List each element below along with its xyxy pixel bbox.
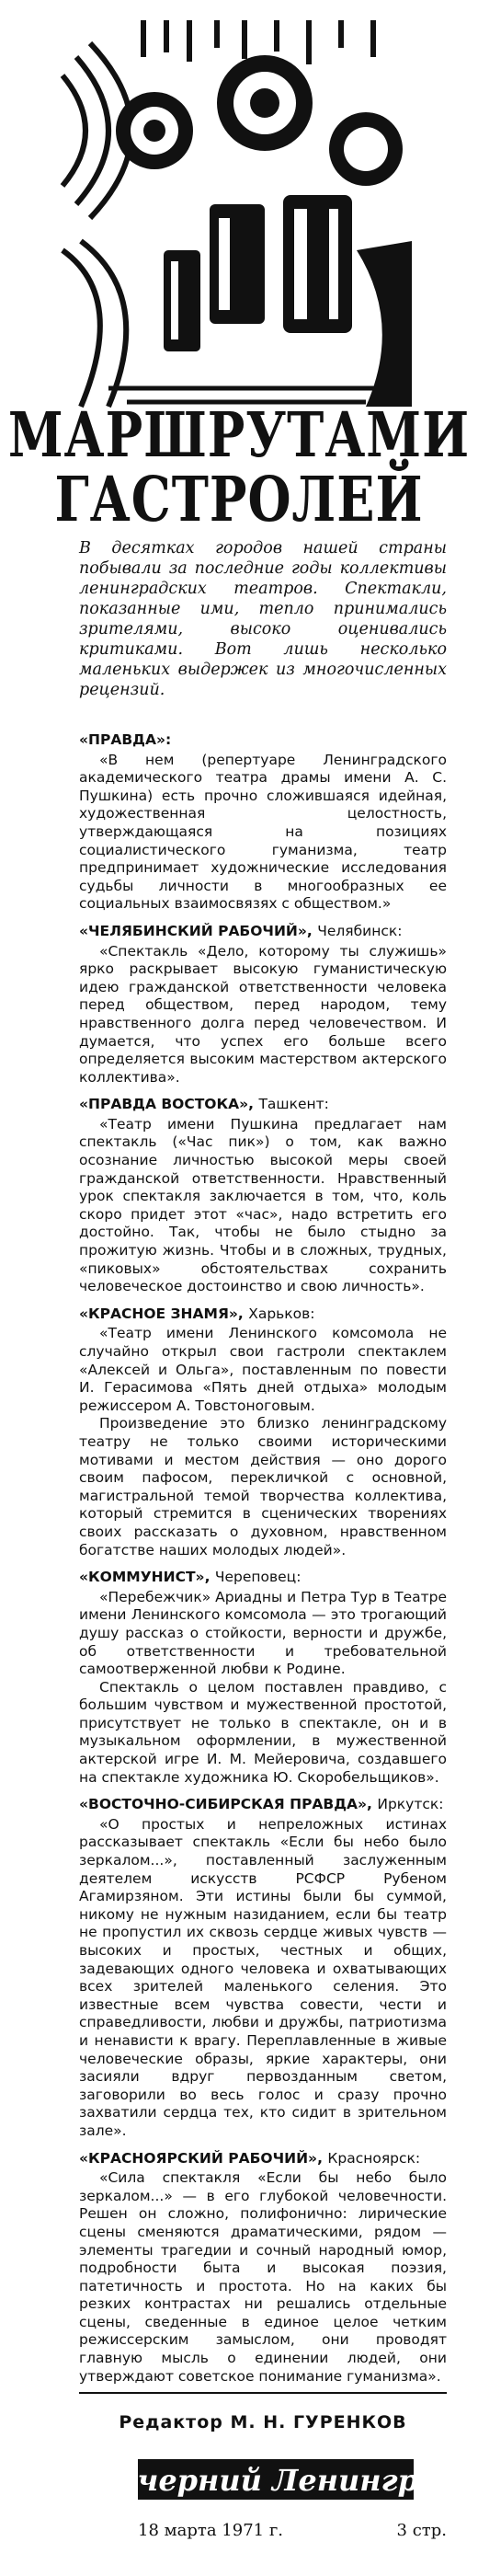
review-source: «ПРАВДА»: <box>79 731 172 748</box>
review-quote: «Театр имени Ленинского комсомола не случайно открыл свои гастроли спектаклем «Алексей и Ольга», поставленным по повести И. Герасимова «Пять дней отдыха» молодым режиссером А. Товстоноговым. <box>79 1325 447 1414</box>
review-vostochno-sibirskaya-pravda <box>79 1796 447 2140</box>
review-city: Череповец: <box>214 1569 302 1586</box>
review-quote: Спектакль о целом поставлен правдиво, с большим чувством и мужественной простотой, присутствует не только в спектакле, он и в музыкальном оформлении, в мужественной актерской игре И. М. Мейеровича, создавшего на спектакле художника Ю. Скоробельщиков». <box>79 1678 447 1786</box>
review-krasnoyarsky-rabochy <box>79 2150 447 2386</box>
footer-divider <box>79 2392 447 2394</box>
headline-line-1: МАРШРУТАМИ <box>7 397 471 471</box>
reviews-list <box>79 722 447 2386</box>
newspaper-masthead-logo <box>94 2452 458 2507</box>
masthead-text: Вечерний Ленинград <box>94 2463 458 2498</box>
intro-paragraph: В десятках городов нашей страны побывали за последние годы коллективы ленинградских театров. Спектакли, показанные ими, тепло принимались зрителями, высоко оценивались критиками. Вот лишь несколько маленьких выдержек из многочисленных рецензий. <box>79 539 447 699</box>
review-krasnoe-znamya <box>79 1305 447 1559</box>
review-chelyabinsky-rabochy <box>79 923 447 1087</box>
review-source: «КРАСНОЯРСКИЙ РАБОЧИЙ», <box>79 2149 323 2167</box>
theatre-illustration <box>53 20 412 416</box>
review-city: Челябинск: <box>317 922 403 939</box>
review-quote: «Сила спектакля «Если бы небо было зеркалом...» — в его глубокой человечности. Решен он сложно, полифонично: лирические сцены сменяются драматическими, рядом — элементы трагедии и сочный народный юмор, подробности быта и высокая поэзия, патетичность и простота. Но на каких бы резких контрастах ни решались отдельные сцены, сведенные в единое целое четким режиссерским замыслом, они проводят главную мысль о единении людей, они утверждают советское понимание гуманизма». <box>79 2169 447 2385</box>
review-quote: «Театр имени Пушкина предлагает нам спектакль («Час пик») о том, как важно осознание личностью высокой меры своей гражданской ответственности. Нравственный урок спектакля заключается в том, что, коль скоро придет этот «час», надо встретить его достойно. Так, чтобы не было стыдно за прожитую жизнь. Чтобы и в сложных, трудных, «пиковых» обстоятельствах сохранить человеческое достоинство и свою личность». <box>79 1115 447 1295</box>
editor-credit: Редактор М. Н. ГУРЕНКОВ <box>119 2412 407 2432</box>
review-quote: «В нем (репертуаре Ленинградского академического театра драмы имени А. С. Пушкина) есть прочно сложившаяся идейная, художественная целостность, утверждающаяся на позициях социалистического гуманизма, театр предпринимает художнические исследования судьбы личности в многообразных ее социальных взаимосвязях с обществом.» <box>79 751 447 913</box>
review-quote: «Спектакль «Дело, которому ты служишь» ярко раскрывает высокую гуманистическую идею гражданской ответственности человека перед обществом, перед народом, тему нравственного долга перед человечеством. И думается, что успех его больше всего определяется высоким мастерством актерского коллектива». <box>79 942 447 1086</box>
review-quote: «О простых и непреложных истинах рассказывает спектакль «Если бы небо было зеркалом...», поставленный заслуженным деятелем искусств РСФСР Рубеном Агамирзяном. Эти истины были бы суммой, никому не нужным назиданием, если бы театр не пропустил их сквозь сердце живых чувств — высоких и простых, честных и общих, задевающих одного человека и охватывающих всех зрителей маленького селения. Это известные всем чувства совести, чести и справедливости, любви и дружбы, патриотизма и ненависти к врагу. Переплавленные в живые человеческие образы, яркие характеры, они засияли вдруг первозданным светом, заговорили во весь голос и сразу прочно захватили сердца тех, кто сидит в зрительном зале». <box>79 1815 447 2139</box>
headline-line-2: ГАСТРОЛЕЙ <box>54 462 424 535</box>
review-city: Красноярск: <box>327 2149 421 2167</box>
review-source: «ЧЕЛЯБИНСКИЙ РАБОЧИЙ», <box>79 922 313 939</box>
review-city: Ташкент: <box>258 1096 329 1113</box>
review-city: Харьков: <box>248 1305 315 1322</box>
dateline <box>138 2521 447 2540</box>
review-source: «ПРАВДА ВОСТОКА», <box>79 1096 255 1113</box>
page-number: 3 стр. <box>396 2521 447 2540</box>
review-quote: Произведение это близко ленинградскому театру не только своими историческими мотивами и местом действия — оно дорого своим пафосом, перекличкой с основной, магистральной темой творчества коллектива, который стремится в сценических творениях своих рассказать о духовном, нравственном богатстве наших молодых людей». <box>79 1415 447 1558</box>
review-source: «КРАСНОЕ ЗНАМЯ», <box>79 1305 244 1322</box>
review-kommunist <box>79 1569 447 1787</box>
issue-date: 18 марта 1971 г. <box>138 2521 283 2540</box>
review-source: «КОММУНИСТ», <box>79 1569 211 1586</box>
review-city: Иркутск: <box>377 1796 444 1813</box>
review-source: «ВОСТОЧНО-СИБИРСКАЯ ПРАВДА», <box>79 1796 372 1813</box>
review-pravda-vostoka <box>79 1096 447 1296</box>
review-pravda <box>79 731 447 914</box>
review-quote: «Перебежчик» Ариадны и Петра Тур в Театре имени Ленинского комсомола — это трогающий душу рассказ о стойкости, верности и дружбе, об ответственности и требовательной самоотверженной любви к Родине. <box>79 1588 448 1678</box>
